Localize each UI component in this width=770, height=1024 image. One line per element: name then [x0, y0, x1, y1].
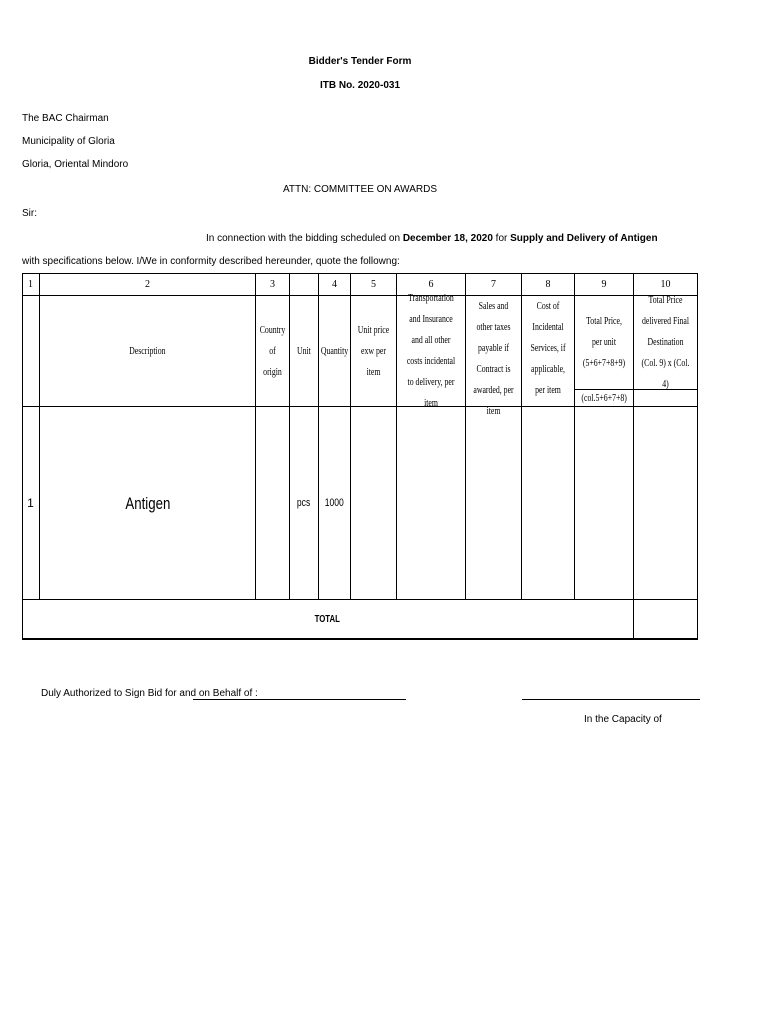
bidding-date: December 18, 2020 — [402, 233, 493, 244]
col-number-3: 3 — [270, 279, 275, 290]
col-number-4: 4 — [332, 279, 337, 290]
col-number-7: 7 — [491, 279, 496, 290]
row-number: 1 — [27, 495, 34, 510]
sign-label — [41, 688, 258, 699]
row-unit: pcs — [297, 496, 311, 509]
salutation: Sir: — [22, 208, 37, 219]
col-number-6: 6 — [428, 279, 434, 290]
total-label: TOTAL — [314, 613, 341, 625]
header-incidental: Cost of Incidental Services, if applicable, per item — [530, 301, 566, 396]
col-number-1: 1 — [28, 279, 33, 290]
row-description: Antigen — [125, 493, 170, 513]
addressee-line-3: Gloria, Oriental Mindoro — [22, 159, 129, 170]
intro-line-1 — [206, 233, 658, 244]
tender-table — [22, 273, 698, 639]
col-number-9: 9 — [601, 279, 607, 290]
project-name: Supply and Delivery of Antigen — [510, 233, 658, 244]
sign-label-text: Duly Authorized to Sign Bid for and on Behalf of : — [41, 688, 258, 699]
attn-line: ATTN: COMMITTEE ON AWARDS — [282, 184, 438, 195]
col-number-5: 5 — [371, 279, 376, 290]
row-quantity: 1000 — [324, 496, 345, 509]
col-number-8: 8 — [545, 279, 551, 290]
signature-line[interactable] — [193, 699, 406, 700]
intro-prefix: In connection with the bidding scheduled on — [206, 233, 403, 244]
header-total-unit: Total Price, per unit (5+6+7+8+9) — [582, 316, 626, 369]
header-total-unit-formula: (col.5+6+7+8) — [581, 392, 627, 404]
header-transportation: Transportation and Insurance and all other costs incidental to delivery, per item — [406, 293, 456, 409]
header-total-final: Total Price delivered Final Destination (Col. 9) x (Col. 4) — [641, 295, 690, 390]
capacity-label: In the Capacity of — [584, 714, 662, 725]
form-title: Bidder's Tender Form — [308, 56, 412, 67]
addressee-line-1: The BAC Chairman — [22, 113, 109, 124]
intro-mid: for — [492, 233, 511, 244]
header-quantity: Quantity — [320, 345, 349, 357]
capacity-line[interactable] — [522, 699, 700, 700]
row-country — [256, 407, 289, 599]
intro-line-2: with specifications below. I/We in conformity described hereunder, quote the followng: — [22, 256, 400, 267]
col-number-2: 2 — [145, 279, 150, 290]
col-number-blank — [290, 274, 318, 295]
header-country: Country of origin — [259, 324, 286, 378]
itb-number: ITB No. 2020-031 — [319, 80, 401, 91]
header-description: Description — [129, 345, 166, 357]
addressee-line-2: Municipality of Gloria — [22, 136, 115, 147]
header-unit-price: Unit price exw per item — [357, 324, 390, 378]
header-unit: Unit — [297, 345, 311, 357]
col-number-10: 10 — [660, 279, 671, 290]
header-sales-taxes: Sales and other taxes payable if Contract is awarded, per item — [473, 301, 514, 417]
